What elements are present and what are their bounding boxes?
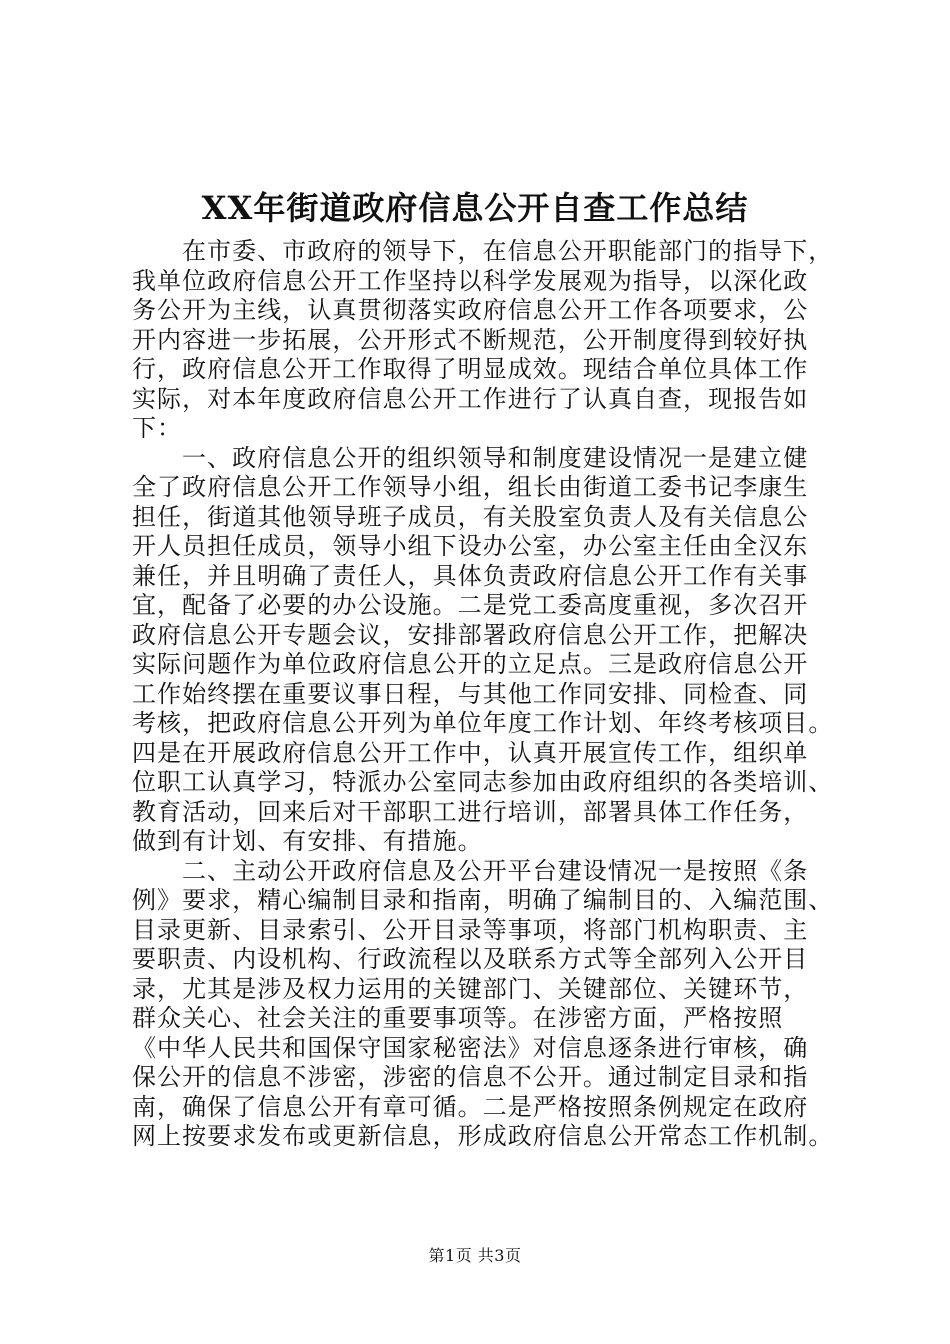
text-line: 政府信息公开专题会议，安排部署政府信息公开工作，把解决 xyxy=(132,620,809,649)
text-line: 宜，配备了必要的办公设施。二是党工委高度重视，多次召开 xyxy=(132,591,809,619)
text-line: 行，政府信息公开工作取得了明显成效。现结合单位具体工作 xyxy=(132,355,809,383)
text-line: 四是在开展政府信息公开工作中，认真开展宣传工作，组织单 xyxy=(132,738,809,767)
text-line: 实际，对本年度政府信息公开工作进行了认真自查，现报告如 xyxy=(132,384,809,413)
page-number-footer: 第1页 共3页 xyxy=(428,1246,522,1265)
text-line: 保公开的信息不涉密，涉密的信息不公开。通过制定目录和指 xyxy=(132,1063,809,1091)
text-line: 二、主动公开政府信息及公开平台建设情况一是按照《条 xyxy=(182,856,809,885)
text-line: 南，确保了信息公开有章可循。二是严格按照条例规定在政府 xyxy=(132,1092,809,1121)
text-line: 下： xyxy=(132,414,183,442)
text-line: 群众关心、社会关注的重要事项等。在涉密方面，严格按照 xyxy=(132,1004,784,1032)
text-line: 开内容进一步拓展，公开形式不断规范，公开制度得到较好执 xyxy=(132,325,809,354)
text-line: 务公开为主线，认真贯彻落实政府信息公开工作各项要求，公 xyxy=(132,296,809,324)
text-line: 例》要求，精心编制目录和指南，明确了编制目的、入编范围、 xyxy=(132,886,834,914)
text-line: 全了政府信息公开工作领导小组，组长由街道工委书记李康生 xyxy=(132,473,809,501)
text-line: 兼任，并且明确了责任人，具体负责政府信息公开工作有关事 xyxy=(132,561,809,590)
text-line: 做到有计划、有安排、有措施。 xyxy=(132,827,483,855)
text-line: 担任，街道其他领导班子成员，有关股室负责人及有关信息公 xyxy=(132,502,809,531)
paragraph-intro xyxy=(132,237,832,444)
text-line: 工作始终摆在重要议事日程，与其他工作同安排、同检查、同 xyxy=(132,679,809,708)
text-line: 网上按要求发布或更新信息，形成政府信息公开常态工作机制。 xyxy=(132,1122,834,1150)
text-line: 《中华人民共和国保守国家秘密法》对信息逐条进行审核，确 xyxy=(132,1033,809,1062)
paragraph-section-1 xyxy=(132,444,832,857)
text-line: 录，尤其是涉及权力运用的关键部门、关键部位、关键环节， xyxy=(132,974,809,1003)
text-line: 开人员担任成员，领导小组下设办公室，办公室主任由全汉东 xyxy=(132,532,809,560)
text-line: 教育活动，回来后对干部职工进行培训，部署具体工作任务， xyxy=(132,797,809,826)
document-title: XX年街道政府信息公开自查工作总结 xyxy=(201,189,749,227)
text-line: 目录更新、目录索引、公开目录等事项，将部门机构职责、主 xyxy=(132,915,809,944)
text-line: 一、政府信息公开的组织领导和制度建设情况一是建立健 xyxy=(182,443,809,472)
text-line: 实际问题作为单位政府信息公开的立足点。三是政府信息公开 xyxy=(132,650,809,678)
text-line: 要职责、内设机构、行政流程以及联系方式等全部列入公开目 xyxy=(132,945,809,973)
text-line: 我单位政府信息公开工作坚持以科学发展观为指导，以深化政 xyxy=(132,266,809,295)
paragraph-section-2 xyxy=(132,857,832,1152)
text-line: 位职工认真学习，特派办公室同志参加由政府组织的各类培训、 xyxy=(132,768,834,796)
document-body xyxy=(132,237,832,1152)
text-line: 在市委、市政府的领导下，在信息公开职能部门的指导下， xyxy=(182,237,834,265)
text-line: 考核，把政府信息公开列为单位年度工作计划、年终考核项目。 xyxy=(132,709,834,737)
